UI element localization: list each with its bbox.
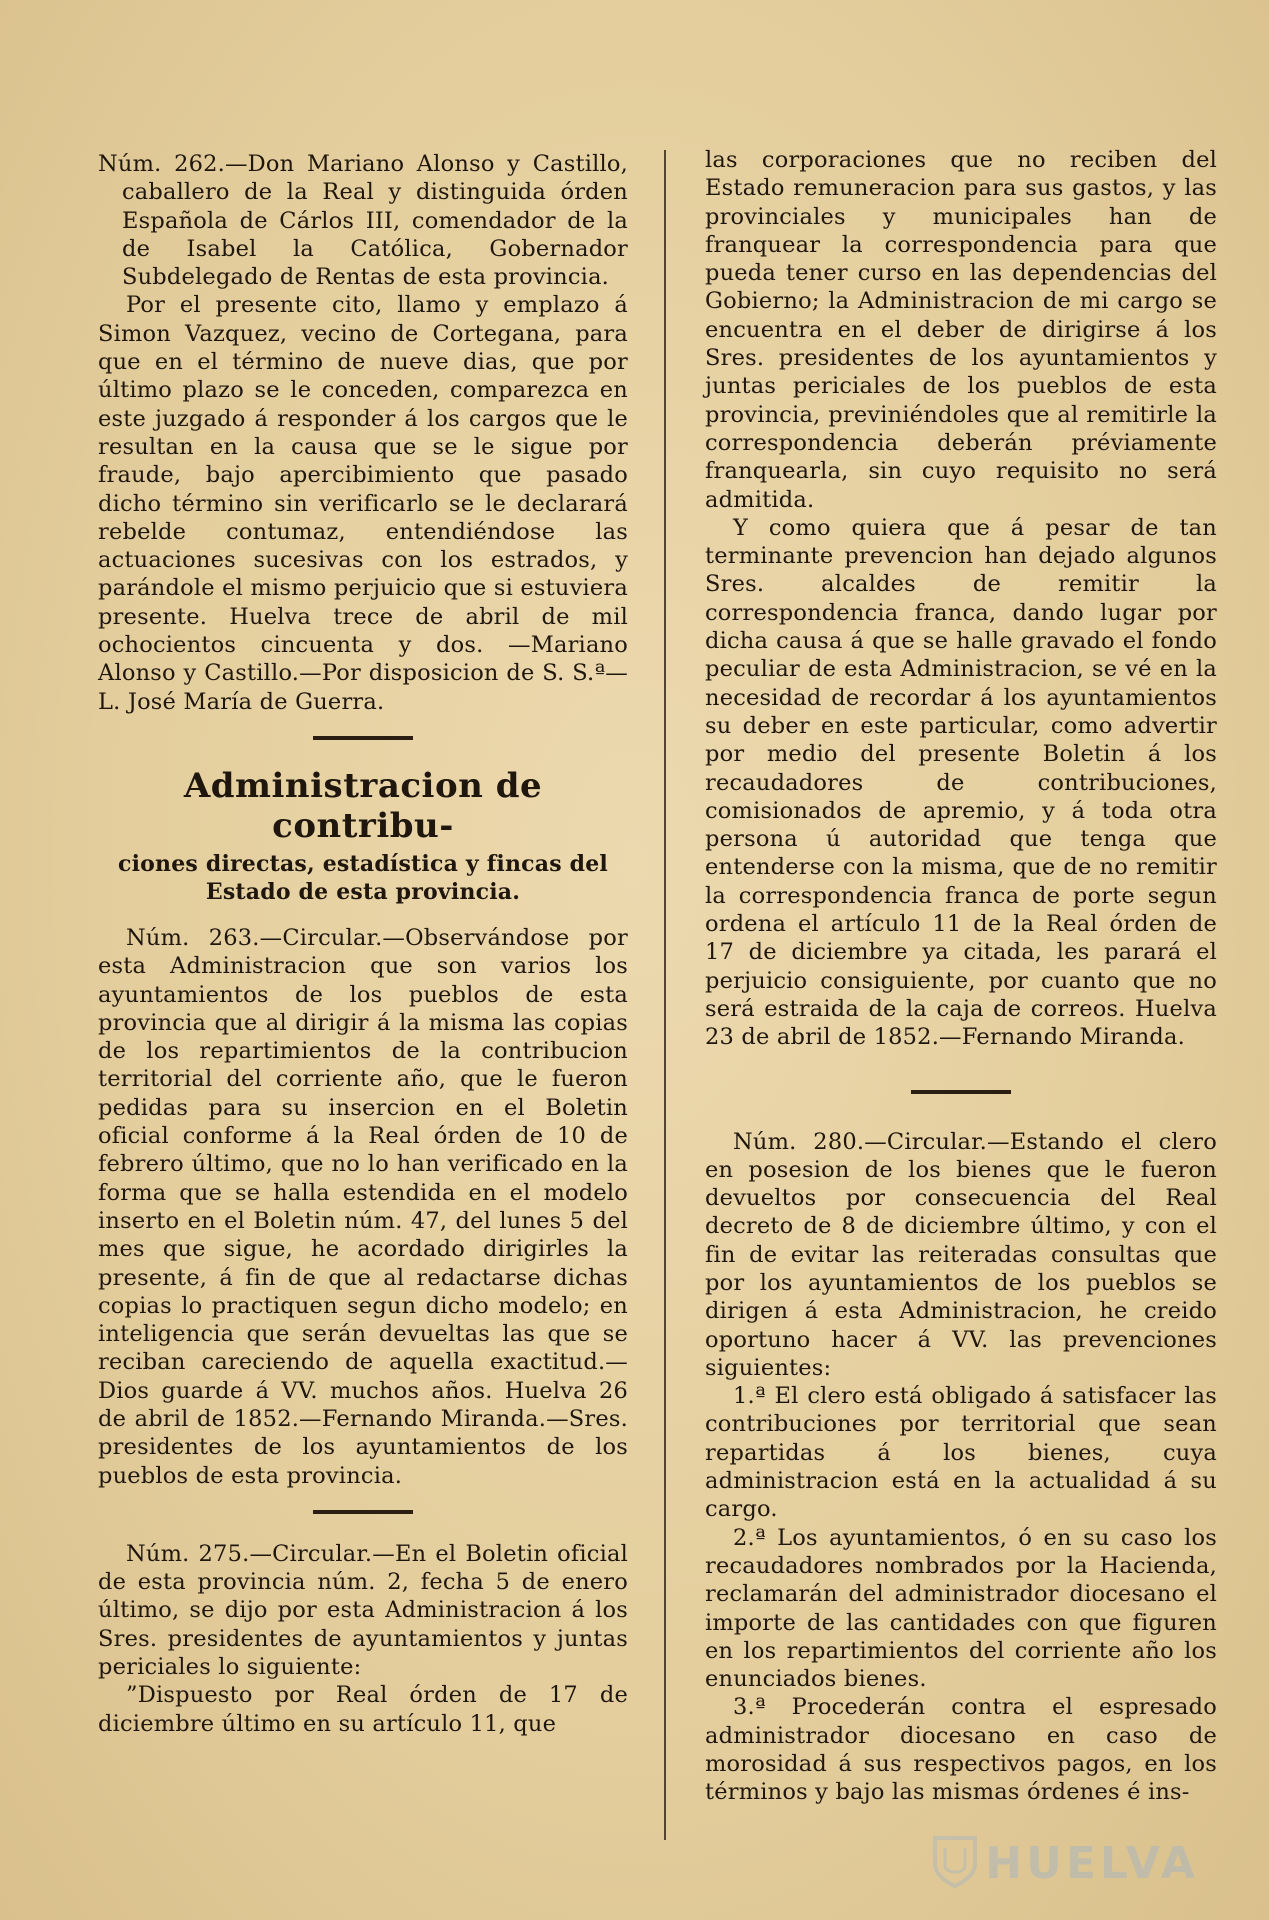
left-column [98, 150, 628, 1738]
shield-icon [931, 1834, 979, 1890]
notice-263: Núm. 263.—Circular.—Observándose por esta Administracion que son varios los ayuntamientos de los pueblos de esta provincia que al dirigir á la misma las copias de los repartimientos de la contribucion territorial del corriente año, que le fueron pedidas para su insercion en el Boletin oficial conforme á la Real órden de 10 de febrero último, que no lo han verificado en la forma que se halla estendida en el modelo inserto en el Boletin núm. 47, del lunes 5 del mes que sigue, he acordado dirigirles la presente, á fin de que al redactarse dichas copias lo practiquen segun dicho modelo; en inteligencia que serán devueltas las que se reciban careciendo de aquella exactitud.—Dios guarde á VV. muchos años. Huelva 26 de abril de 1852.—Fernando Miranda.—Sres. presidentes de los ayuntamientos de los pueblos de esta provincia. [98, 924, 628, 1489]
notice-280-item-3: 3.ª Procederán contra el espresado administrador diocesano en caso de morosidad á sus respectivos pagos, en los términos y bajo las mismas órdenes é ins- [705, 1694, 1217, 1806]
section-heading: Administracion de contribu- [183, 765, 543, 846]
notice-280-item-1: 1.ª El clero está obligado á satisfacer las contribuciones por territorial que sean repartidas á los bienes, cuya administracion está en la actualidad á su cargo. [705, 1383, 1217, 1523]
continuation-paragraph-1: las corporaciones que no reciben del Estado remuneracion para sus gastos, y las provinciales y municipales han de franquear la correspondencia para que pueda tener curso en las dependencias del Gobierno; la Administracion de mi cargo se encuentra en el deber de dirigirse á los Sres. presidentes de los ayuntamientos y juntas periciales de los pueblos de esta provincia, previniéndoles que al remitirle la correspondencia deberán préviamente franquearla, sin cuyo requisito no será admitida. [705, 147, 1217, 513]
section-rule [313, 736, 413, 740]
section-subheading: ciones directas, estadística y fincas del Estado de esta provincia. [118, 850, 608, 905]
right-column [705, 146, 1217, 1807]
notice-262-body: Por el presente cito, llamo y emplazo á Simon Vazquez, vecino de Cortegana, para que en el término de nueve dias, que por último plazo se le conceden, comparezca en este juzgado á responder á los cargos que le resultan en la causa que se le sigue por fraude, bajo apercibimiento que pasado dicho término sin verificarlo se le declarará rebelde contumaz, entendiéndose las actuaciones sucesivas con los estrados, y parándole el mismo perjuicio que si estuviera presente. Huelva trece de abril de mil ochocientos cincuenta y dos. —Mariano Alonso y Castillo.—Por disposicion de S. S.ª—L. José María de Guerra. [98, 292, 628, 715]
notice-rule [313, 1510, 413, 1514]
continuation-paragraph-2: Y como quiera que á pesar de tan terminante prevencion han dejado algunos Sres. alcaldes de remitir la correspondencia franca, dando lugar por dicha causa á que se halle gravado el fondo peculiar de esta Administracion, se vé en la necesidad de recordar á los ayuntamientos su deber en este particular, como advertir por medio del presente Boletin á los recaudadores de contribuciones, comisionados de apremio, y á toda otra persona ú autoridad que tenga que entenderse con la misma, que de no remitir la correspondencia franca de porte segun ordena el artículo 11 de la Real órden de 17 de diciembre ya citada, les parará el perjuicio consiguiente, por cuanto que no será estraida de la caja de correos. Huelva 23 de abril de 1852.—Fernando Miranda. [705, 514, 1217, 1051]
notice-275: Núm. 275.—Circular.—En el Boletin oficial de esta provincia núm. 2, fecha 5 de enero último, se dijo por esta Administracion á los Sres. presidentes de ayuntamientos y juntas periciales lo siguiente: [98, 1540, 628, 1681]
notice-280: Núm. 280.—Circular.—Estando el clero en posesion de los bienes que le fueron devueltos por consecuencia del Real decreto de 8 de diciembre último, y con el fin de evitar las reiteradas consultas que por los ayuntamientos de los pueblos se dirigen á esta Administracion, he creido oportuno hacer á VV. las prevenciones siguientes: [705, 1128, 1217, 1381]
notice-262-header: Núm. 262.—Don Mariano Alonso y Castillo, caballero de la Real y distinguida órden Española de Cárlos III, comendador de la de Isabel la Católica, Gobernador Subdelegado de Rentas de esta provincia. [98, 151, 628, 291]
column-divider [664, 150, 666, 1840]
notice-rule-right [911, 1090, 1011, 1094]
watermark-text: HUELVA [985, 1838, 1199, 1889]
notice-280-item-2: 2.ª Los ayuntamientos, ó en su caso los recaudadores nombrados por la Hacienda, reclamarán del administrador diocesano el importe de las cantidades con que figuren en los repartimientos del corriente año los enunciados bienes. [705, 1524, 1217, 1693]
notice-275-quote: ”Dispuesto por Real órden de 17 de diciembre último en su artículo 11, que [98, 1682, 628, 1737]
